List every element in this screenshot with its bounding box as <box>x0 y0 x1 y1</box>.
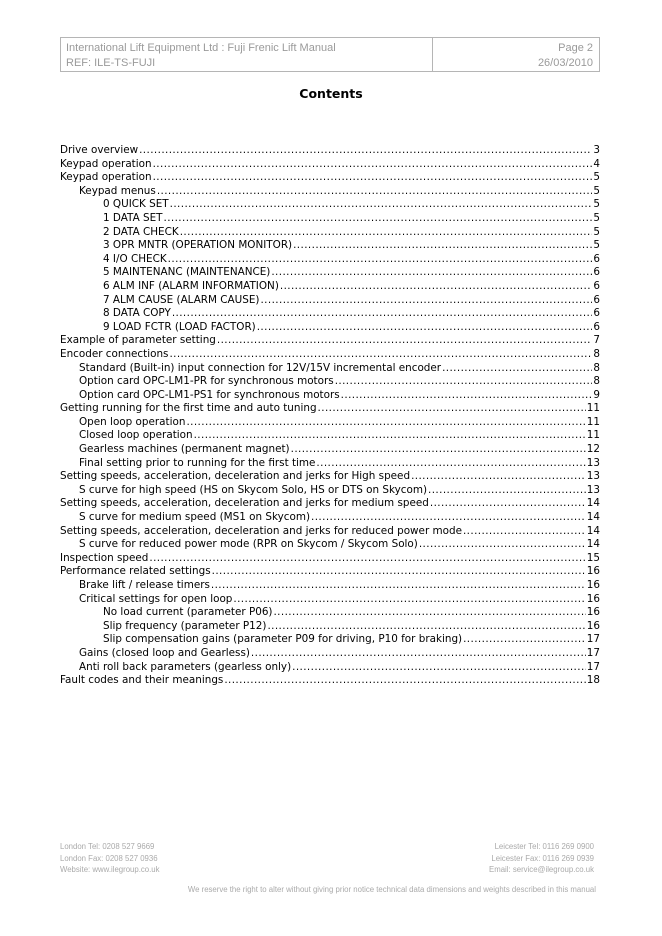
toc-dot-leader <box>311 511 586 525</box>
footer-london-tel: London Tel: 0208 527 9669 <box>60 842 155 851</box>
toc-entry[interactable] <box>60 348 600 362</box>
toc-dot-leader <box>260 294 592 308</box>
toc-entry[interactable] <box>60 226 600 240</box>
header-left-cell <box>61 38 433 71</box>
toc-dot-leader <box>267 620 585 634</box>
toc-entry[interactable] <box>60 144 600 158</box>
toc-entry-page: 6 <box>593 266 600 279</box>
toc-entry[interactable] <box>60 239 600 253</box>
toc-dot-leader <box>292 661 586 675</box>
toc-entry-title: Closed loop operation <box>79 429 193 442</box>
toc-entry[interactable] <box>60 511 600 525</box>
toc-entry[interactable] <box>60 334 600 348</box>
toc-entry[interactable] <box>60 497 600 511</box>
footer-disclaimer: We reserve the right to alter without giving prior notice technical data dimensions and weights described in this manual <box>187 885 596 894</box>
toc-dot-leader <box>153 158 593 172</box>
toc-entry[interactable] <box>60 593 600 607</box>
toc-entry-page: 14 <box>586 538 600 551</box>
toc-entry-page: 8 <box>593 347 600 360</box>
toc-entry[interactable] <box>60 321 600 335</box>
toc-entry-title: No load current (parameter P06) <box>103 606 273 619</box>
toc-dot-leader <box>419 538 586 552</box>
toc-entry-page: 5 <box>593 184 600 197</box>
toc-dot-leader <box>170 198 593 212</box>
toc-entry[interactable] <box>60 294 600 308</box>
toc-entry-title: Fault codes and their meanings <box>60 674 224 687</box>
toc-entry-title: Keypad menus <box>79 184 156 197</box>
toc-dot-leader <box>172 307 593 321</box>
toc-entry-title: Gains (closed loop and Gearless) <box>79 646 250 659</box>
toc-entry-title: 9 LOAD FCTR (LOAD FACTOR) <box>103 320 256 333</box>
toc-entry-page: 6 <box>593 293 600 306</box>
toc-entry[interactable] <box>60 307 600 321</box>
toc-entry-title: 4 I/O CHECK <box>103 252 167 265</box>
toc-entry[interactable] <box>60 484 600 498</box>
toc-entry-page: 11 <box>586 415 600 428</box>
toc-entry-title: Setting speeds, acceleration, deceleration and jerks for reduced power mode <box>60 524 462 537</box>
footer-website[interactable]: Website: www.ilegroup.co.uk <box>60 865 160 874</box>
toc-entry-page: 13 <box>586 470 600 483</box>
toc-entry-page: 5 <box>593 171 600 184</box>
toc-dot-leader <box>212 565 586 579</box>
toc-entry[interactable] <box>60 661 600 675</box>
toc-entry-title: Gearless machines (permanent magnet) <box>79 443 290 456</box>
toc-dot-leader <box>280 280 593 294</box>
toc-entry[interactable] <box>60 212 600 226</box>
toc-entry-title: Final setting prior to running for the first time <box>79 456 316 469</box>
toc-entry-title: Inspection speed <box>60 551 149 564</box>
toc-dot-leader <box>169 348 592 362</box>
toc-dot-leader <box>149 552 585 566</box>
toc-entry-page: 7 <box>593 334 600 347</box>
toc-entry-page: 11 <box>586 429 600 442</box>
toc-entry[interactable] <box>60 538 600 552</box>
toc-entry-page: 14 <box>586 524 600 537</box>
toc-entry-title: Critical settings for open loop <box>79 592 233 605</box>
toc-entry-title: 1 DATA SET <box>103 211 163 224</box>
toc-dot-leader <box>180 226 593 240</box>
toc-entry-page: 17 <box>586 660 600 673</box>
toc-entry-title: S curve for medium speed (MS1 on Skycom) <box>79 511 311 524</box>
toc-dot-leader <box>428 484 586 498</box>
toc-entry-title: Keypad operation <box>60 157 152 170</box>
toc-dot-leader <box>153 171 593 185</box>
toc-entry-title: 0 QUICK SET <box>103 198 169 211</box>
footer-london-contact <box>60 841 160 876</box>
toc-entry-page: 13 <box>586 483 600 496</box>
header-ref: REF: ILE-TS-FUJI <box>66 57 156 69</box>
toc-entry-page: 6 <box>593 279 600 292</box>
toc-dot-leader <box>271 266 592 280</box>
toc-entry-page: 17 <box>586 633 600 646</box>
toc-entry[interactable] <box>60 253 600 267</box>
toc-entry-page: 5 <box>593 198 600 211</box>
toc-entry[interactable] <box>60 525 600 539</box>
footer-email[interactable]: Email: service@ilegroup.co.uk <box>489 865 594 874</box>
toc-entry-title: 5 MAINTENANC (MAINTENANCE) <box>103 266 271 279</box>
footer-leicester-contact <box>489 841 594 876</box>
toc-dot-leader <box>341 389 593 403</box>
toc-entry-title: Standard (Built-in) input connection for 12V/15V incremental encoder <box>79 361 442 374</box>
toc-entry-title: Open loop operation <box>79 415 186 428</box>
toc-dot-leader <box>316 457 585 471</box>
toc-entry[interactable] <box>60 647 600 661</box>
toc-entry[interactable] <box>60 158 600 172</box>
header-company-title: International Lift Equipment Ltd : Fuji Frenic Lift Manual <box>66 42 336 54</box>
toc-entry-title: Slip frequency (parameter P12) <box>103 619 267 632</box>
toc-dot-leader <box>224 674 585 688</box>
toc-dot-leader <box>257 321 593 335</box>
toc-entry-page: 6 <box>593 307 600 320</box>
toc-entry-page: 17 <box>586 646 600 659</box>
toc-entry-page: 5 <box>593 211 600 224</box>
toc-dot-leader <box>318 402 586 416</box>
toc-entry-title: Example of parameter setting <box>60 334 216 347</box>
toc-dot-leader <box>463 525 586 539</box>
toc-dot-leader <box>164 212 593 226</box>
toc-entry-title: 8 DATA COPY <box>103 307 171 320</box>
toc-dot-leader <box>442 362 592 376</box>
toc-dot-leader <box>463 633 586 647</box>
toc-entry-page: 4 <box>593 157 600 170</box>
header-date: 26/03/2010 <box>537 57 593 69</box>
toc-entry[interactable] <box>60 266 600 280</box>
toc-entry[interactable] <box>60 171 600 185</box>
toc-entry[interactable] <box>60 565 600 579</box>
toc-dot-leader <box>293 239 592 253</box>
toc-entry-title: 7 ALM CAUSE (ALARM CAUSE) <box>103 293 260 306</box>
toc-entry[interactable] <box>60 674 600 688</box>
toc-entry-title: Slip compensation gains (parameter P09 for driving, P10 for braking) <box>103 633 463 646</box>
toc-entry-page: 6 <box>593 252 600 265</box>
footer-london-fax: London Fax: 0208 527 0936 <box>60 853 158 863</box>
toc-entry-page: 16 <box>586 619 600 632</box>
toc-entry[interactable] <box>60 620 600 634</box>
toc-entry[interactable] <box>60 552 600 566</box>
toc-entry-title: S curve for reduced power mode (RPR on Skycom / Skycom Solo) <box>79 538 418 551</box>
toc-dot-leader <box>194 429 586 443</box>
toc-entry-page: 13 <box>586 456 600 469</box>
table-of-contents <box>60 144 600 688</box>
toc-entry[interactable] <box>60 402 600 416</box>
header-right-cell <box>433 38 599 71</box>
toc-dot-leader <box>233 593 585 607</box>
toc-entry[interactable] <box>60 470 600 484</box>
toc-entry[interactable] <box>60 389 600 403</box>
toc-entry-title: Option card OPC-LM1-PR for synchronous motors <box>79 375 334 388</box>
toc-entry[interactable] <box>60 633 600 647</box>
toc-entry-page: 16 <box>586 579 600 591</box>
toc-entry-page: 18 <box>586 674 600 687</box>
toc-dot-leader <box>291 443 586 457</box>
toc-entry-page: 8 <box>593 375 600 388</box>
toc-dot-leader <box>139 144 592 158</box>
toc-entry[interactable] <box>60 416 600 430</box>
toc-dot-leader <box>273 606 585 620</box>
toc-entry-page: 11 <box>586 402 600 415</box>
toc-entry-page: 14 <box>586 497 600 510</box>
toc-entry-page: 14 <box>586 511 600 524</box>
toc-entry-page: 6 <box>593 320 600 333</box>
toc-entry-title: Anti roll back parameters (gearless only) <box>79 660 292 673</box>
toc-entry[interactable] <box>60 362 600 376</box>
toc-entry-page: 9 <box>593 388 600 401</box>
toc-entry[interactable] <box>60 375 600 389</box>
header-page-number: Page 2 <box>558 42 593 54</box>
toc-entry-title: Setting speeds, acceleration, deceleration and jerks for medium speed <box>60 497 429 510</box>
toc-entry-page: 3 <box>593 144 600 156</box>
toc-entry-title: Setting speeds, acceleration, deceleration and jerks for High speed <box>60 470 411 483</box>
footer-leicester-tel: Leicester Tel: 0116 269 0900 <box>494 842 594 851</box>
page-title: Contents <box>299 86 363 101</box>
toc-entry-title: Getting running for the first time and auto tuning <box>60 402 317 415</box>
toc-entry[interactable] <box>60 443 600 457</box>
toc-dot-leader <box>168 253 593 267</box>
toc-entry-page: 5 <box>593 239 600 252</box>
toc-dot-leader <box>211 579 586 593</box>
toc-entry-page: 16 <box>586 592 600 605</box>
toc-entry-page: 12 <box>586 443 600 456</box>
toc-entry-page: 16 <box>586 565 600 578</box>
toc-entry-title: 2 DATA CHECK <box>103 225 179 238</box>
toc-dot-leader <box>411 470 586 484</box>
footer-leicester-fax: Leicester Fax: 0116 269 0939 <box>491 853 594 863</box>
toc-entry-title: Performance related settings <box>60 565 211 578</box>
toc-entry-page: 8 <box>593 361 600 374</box>
toc-dot-leader <box>430 497 586 511</box>
toc-dot-leader <box>335 375 593 389</box>
toc-entry[interactable] <box>60 606 600 620</box>
toc-dot-leader <box>186 416 585 430</box>
toc-entry-title: S curve for high speed (HS on Skycom Solo, HS or DTS on Skycom) <box>79 483 428 496</box>
toc-entry[interactable] <box>60 579 600 593</box>
toc-dot-leader <box>217 334 592 348</box>
toc-entry[interactable] <box>60 429 600 443</box>
page-header <box>60 37 600 72</box>
toc-entry[interactable] <box>60 457 600 471</box>
toc-dot-leader <box>157 185 593 199</box>
toc-entry-title: Encoder connections <box>60 347 169 360</box>
toc-entry-title: Brake lift / release timers <box>79 579 210 591</box>
toc-entry-title: Drive overview <box>60 144 139 156</box>
toc-entry-title: Option card OPC-LM1-PS1 for synchronous motors <box>79 388 340 401</box>
toc-dot-leader <box>251 647 586 661</box>
toc-entry-title: Keypad operation <box>60 171 152 184</box>
toc-entry-page: 16 <box>586 606 600 619</box>
toc-entry[interactable] <box>60 280 600 294</box>
toc-entry-page: 5 <box>593 225 600 238</box>
toc-entry-page: 15 <box>586 551 600 564</box>
toc-entry[interactable] <box>60 185 600 199</box>
toc-entry[interactable] <box>60 198 600 212</box>
toc-entry-title: 6 ALM INF (ALARM INFORMATION) <box>103 279 279 292</box>
toc-entry-title: 3 OPR MNTR (OPERATION MONITOR) <box>103 239 293 252</box>
